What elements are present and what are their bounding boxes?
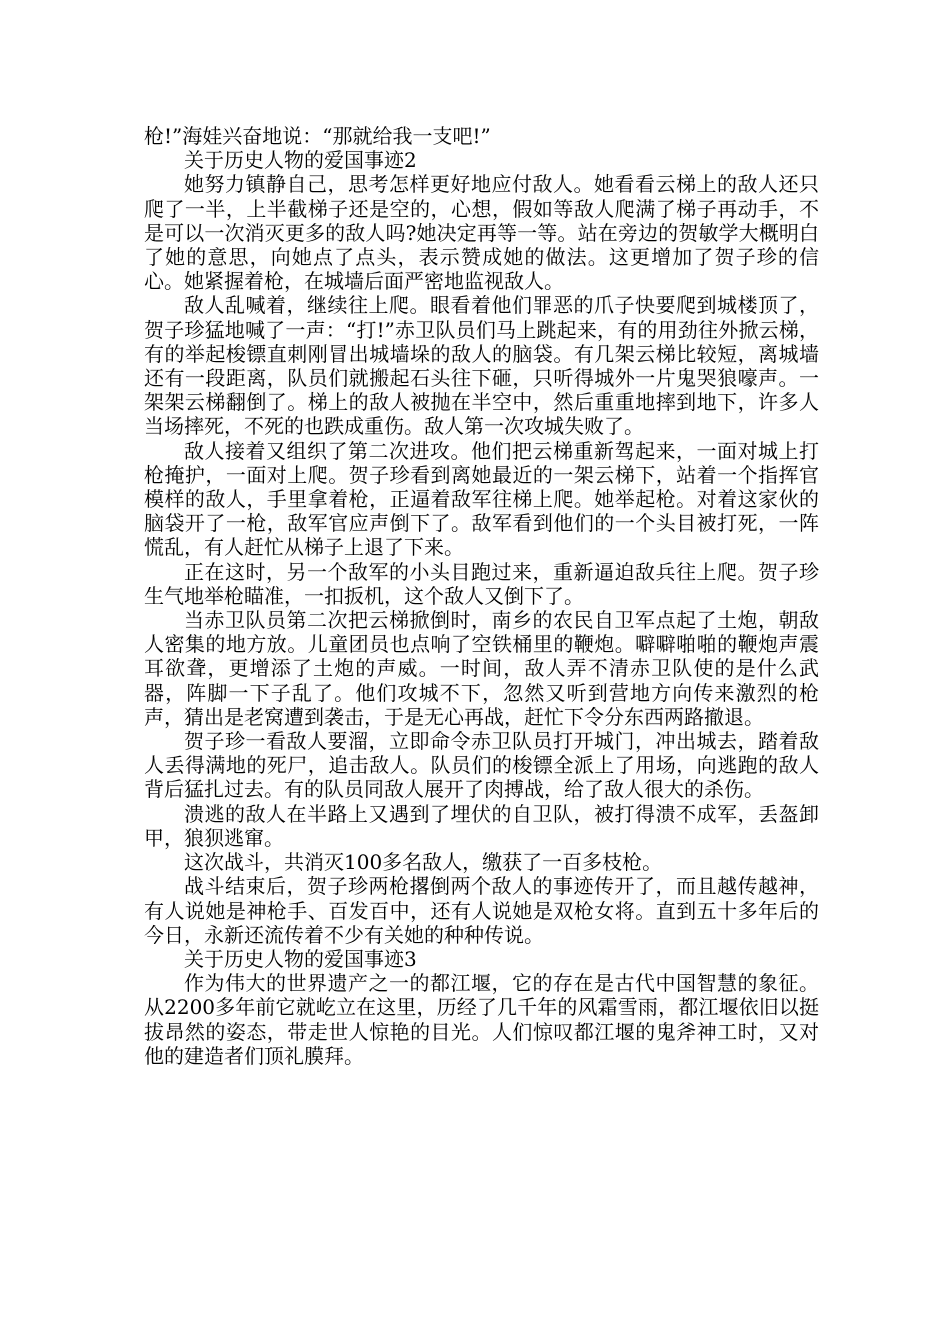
paragraph: 溃逃的敌人在半路上又遇到了埋伏的自卫队，被打得溃不成军，丢盔卸甲，狼狈逃窜。 <box>144 801 819 850</box>
paragraph: 她努力镇静自己，思考怎样更好地应付敌人。她看看云梯上的敌人还只爬了一半，上半截梯子还是空的，心想，假如等敌人爬满了梯子再动手，不是可以一次消灭更多的敌人吗?她决定再等一等。站在旁边的贺敏学大概明白了她的意思，向她点了点头，表示赞成她的做法。这更增加了贺子珍的信心。她紧握着枪，在城墙后面严密地监视敌人。 <box>144 172 819 294</box>
paragraph: 贺子珍一看敌人要溜，立即命令赤卫队员打开城门，冲出城去，踏着敌人丢得满地的死尸，追击敌人。队员们的梭镖全派上了用场，向逃跑的敌人背后猛扎过去。有的队员同敌人展开了肉搏战，给了敌人很大的杀伤。 <box>144 729 819 802</box>
paragraph: 敌人乱喊着，继续往上爬。眼看着他们罪恶的爪子快要爬到城楼顶了，贺子珍猛地喊了一声：“打!”赤卫队员们马上跳起来，有的用劲往外掀云梯，有的举起梭镖直刺刚冒出城墙垛的敌人的脑袋。有几架云梯比较短，离城墙还有一段距离，队员们就搬起石头往下砸，只听得城外一片鬼哭狼嚎声。一架架云梯翻倒了。梯上的敌人被抛在半空中，然后重重地摔到地下，许多人当场摔死，不死的也跌成重伤。敌人第一次攻城失败了。 <box>144 293 819 439</box>
paragraph: 战斗结束后，贺子珍两枪撂倒两个敌人的事迹传开了，而且越传越神，有人说她是神枪手、百发百中，还有人说她是双枪女将。直到五十多年后的今日，永新还流传着不少有关她的种种传说。 <box>144 874 819 947</box>
paragraph: 敌人接着又组织了第二次进攻。他们把云梯重新驾起来，一面对城上打枪掩护，一面对上爬。贺子珍看到离她最近的一架云梯下，站着一个指挥官模样的敌人，手里拿着枪，正逼着敌军往梯上爬。她举起枪。对着这家伙的脑袋开了一枪，敌军官应声倒下了。敌军看到他们的一个头目被打死，一阵慌乱，有人赶忙从梯子上退了下来。 <box>144 438 819 560</box>
section-heading-2: 关于历史人物的爱国事迹2 <box>184 148 417 173</box>
paragraph: 正在这时，另一个敌军的小头目跑过来，重新逼迫敌兵往上爬。贺子珍生气地举枪瞄准，一扣扳机，这个敌人又倒下了。 <box>144 559 819 608</box>
paragraph: 这次战斗，共消灭100多名敌人，缴获了一百多枝枪。 <box>184 850 663 875</box>
paragraph: 作为伟大的世界遗产之一的都江堰，它的存在是古代中国智慧的象征。从2200多年前它就屹立在这里，历经了几千年的风霜雪雨，都江堰依旧以挺拔昂然的姿态，带走世人惊艳的目光。人们惊叹都江堰的鬼斧神工时，又对他的建造者们顶礼膜拜。 <box>144 971 819 1068</box>
document-page <box>144 124 819 1068</box>
section-heading-3: 关于历史人物的爱国事迹3 <box>184 946 417 971</box>
paragraph: 当赤卫队员第二次把云梯掀倒时，南乡的农民自卫军点起了土炮，朝敌人密集的地方放。儿童团员也点响了空铁桶里的鞭炮。噼噼啪啪的鞭炮声震耳欲聋，更增添了土炮的声威。一时间，敌人弄不清赤卫队使的是什么武器，阵脚一下子乱了。他们攻城不下，忽然又听到营地方向传来激烈的枪声，猜出是老窝遭到袭击，于是无心再战，赶忙下令分东西两路撤退。 <box>144 608 819 729</box>
paragraph-continuation: 枪!”海娃兴奋地说：“那就给我一支吧!” <box>144 124 491 148</box>
